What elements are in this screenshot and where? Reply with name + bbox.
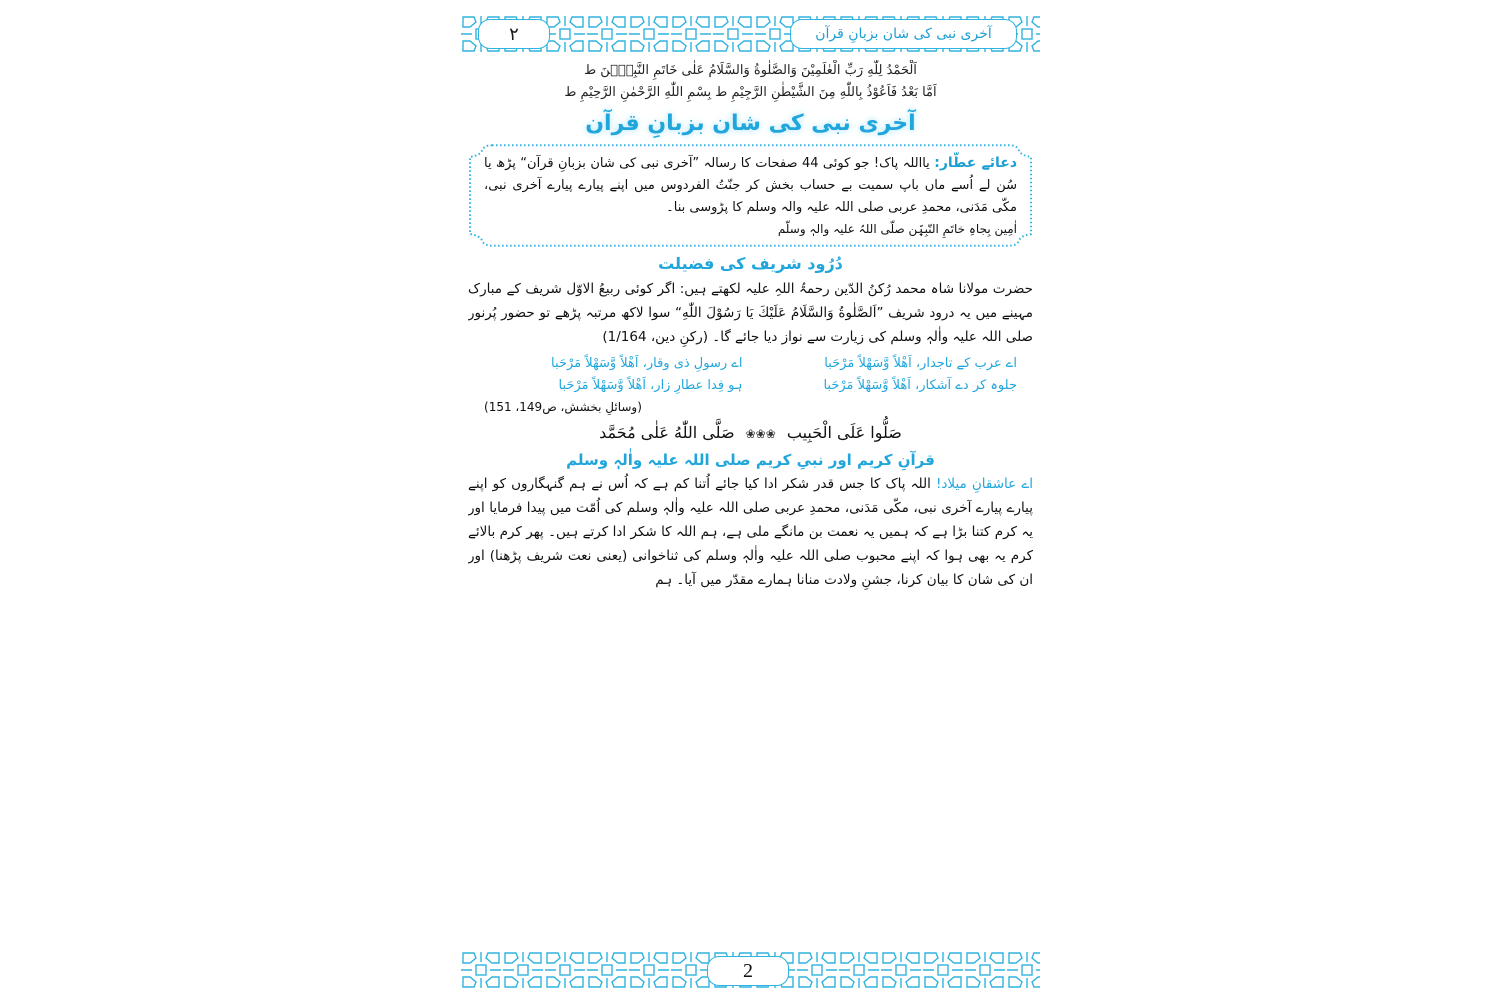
- main-title: آخری نبی کی شان بزبانِ قرآن: [585, 111, 916, 136]
- document-page: [460, 0, 1040, 1000]
- dua-body: یااللہ پاک! جو کوئی 44 صفحات کا رسالہ ”آخری نبی کی شان بزبانِ قرآن“ پڑھ یا سُن لے اُسے ماں باپ سمیت بے حساب بخش کر جنّتُ الفردوس میں اپنے پیارے پیارے آخری نبی، مکّی مَدَنی، محمدِ عربی صلی اللہ علیہ والہ وسلم کا پڑوسی بنا۔: [484, 156, 1017, 215]
- poem-verse: ہو فِدا عطارِ زار، اَھْلاً وَّسَھْلاً مَرْحَبا: [558, 378, 743, 393]
- quran-heading: قرآنِ کریم اور نبیِ کریم صلی اللہ علیہ واٰلہٖ وسلم: [566, 451, 935, 469]
- dua-label: دعائے عطّار:: [934, 155, 1017, 171]
- poem: [468, 353, 1033, 397]
- poem-verse: اے رسولِ ذی وقار، اَھْلاً وَّسَھْلاً مَرْحَبا: [551, 356, 743, 371]
- durood-paragraph: حضرت مولانا شاہ محمد رُکنُ الدّین رحمۃُ اللہِ علیہ لکھتے ہیں: اگر کوئی ربیعُ الاوّل شریف کے مبارک مہینے میں یہ درود شریف ”اَلصَّلٰوةُ وَالسَّلَامُ عَلَیْكَ یَا رَسُوْلَ اللّٰهِ“ سوا لاکھ مرتبہ پڑھے تو حضور پُرنور صلی اللہ علیہ واٰلہٖ وسلم کی زیارت سے نواز دیا جائے گا۔ (رکنِ دین، 1/164): [468, 281, 1033, 345]
- dua-box: [468, 144, 1033, 247]
- durood-heading: دُرُود شریف کی فضیلت: [658, 254, 843, 273]
- footer-border-band: [460, 950, 1040, 990]
- poem-reference: (وسائلِ بخشش، ص149، 151): [484, 400, 642, 414]
- poem-verse: جلوہ کر دے آشکار، اَھْلاً وَّسَھْلاً مَرْحَبا: [823, 378, 1017, 393]
- dua-text: [484, 152, 1017, 219]
- header-page-number: ٢: [478, 19, 550, 49]
- page-content: [468, 60, 1033, 945]
- quran-body: اللہ پاک کا جس قدر شکر ادا کیا جائے اُتنا کم ہے کہ اُس نے ہم گنہگاروں کو اپنے پیارے پیارے آخری نبی، مکّی مَدَنی، محمدِ عربی صلی اللہ علیہ واٰلہٖ وسلم کی اُمّت میں پیدا فرمایا اور یہ کرم کتنا بڑا ہے کہ ہمیں یہ نعمت بن مانگے ملی ہے، ہم اللہ کا شکر ادا کرتے ہیں۔ پھر کرم بالائے کرم یہ بھی ہوا کہ اپنے محبوب صلی اللہ علیہ واٰلہٖ وسلم کی ثناخوانی (یعنی نعت شریف پڑھنا) اور ان کی شان کا بیان کرنا، جشنِ ولادت منانا ہمارے مقدّر میں آیا۔ ہم: [468, 476, 1033, 588]
- salawat-left: صَلُّوا عَلَی الْحَبِیب: [786, 423, 902, 442]
- opening-hamd-line: اَلْحَمْدُ لِلّٰهِ رَبِّ الْعٰلَمِیْنَ وَالصَّلٰوةُ وَالسَّلَامُ عَلٰی خَاتَمِ النَّبِیّٖنَ ط: [584, 63, 917, 78]
- salawat-right: صَلَّی اللّٰهُ عَلٰی مُحَمَّد: [599, 423, 735, 442]
- header-border-band: [460, 14, 1040, 54]
- poem-verse: اے عرب کے تاجدار، اَھْلاً وَّسَھْلاً مَرْحَبا: [824, 356, 1017, 371]
- quran-paragraph: [468, 472, 1033, 592]
- running-title: آخری نبی کی شان بزبانِ قرآن: [790, 19, 1017, 49]
- dua-ameen: اٰمِین بِجاہِ خاتَمِ النّبِیّٖن صلّی اللہُ علیہ والہٖ وسلّم: [777, 222, 1017, 236]
- flower-ornament-icon: ❀❀❀: [745, 427, 776, 441]
- footer-page-number: 2: [707, 956, 789, 986]
- salawat-line: [468, 419, 1033, 448]
- quran-highlight: اے عاشقانِ میلاد!: [935, 476, 1033, 492]
- opening-tawwuz-line: اَمَّا بَعْدُ فَاَعُوْذُ بِاللّٰهِ مِنَ الشَّیْطٰنِ الرَّجِیْمِ ط بِسْمِ اللّٰهِ الرَّحْمٰنِ الرَّحِیْمِ ط: [564, 85, 937, 100]
